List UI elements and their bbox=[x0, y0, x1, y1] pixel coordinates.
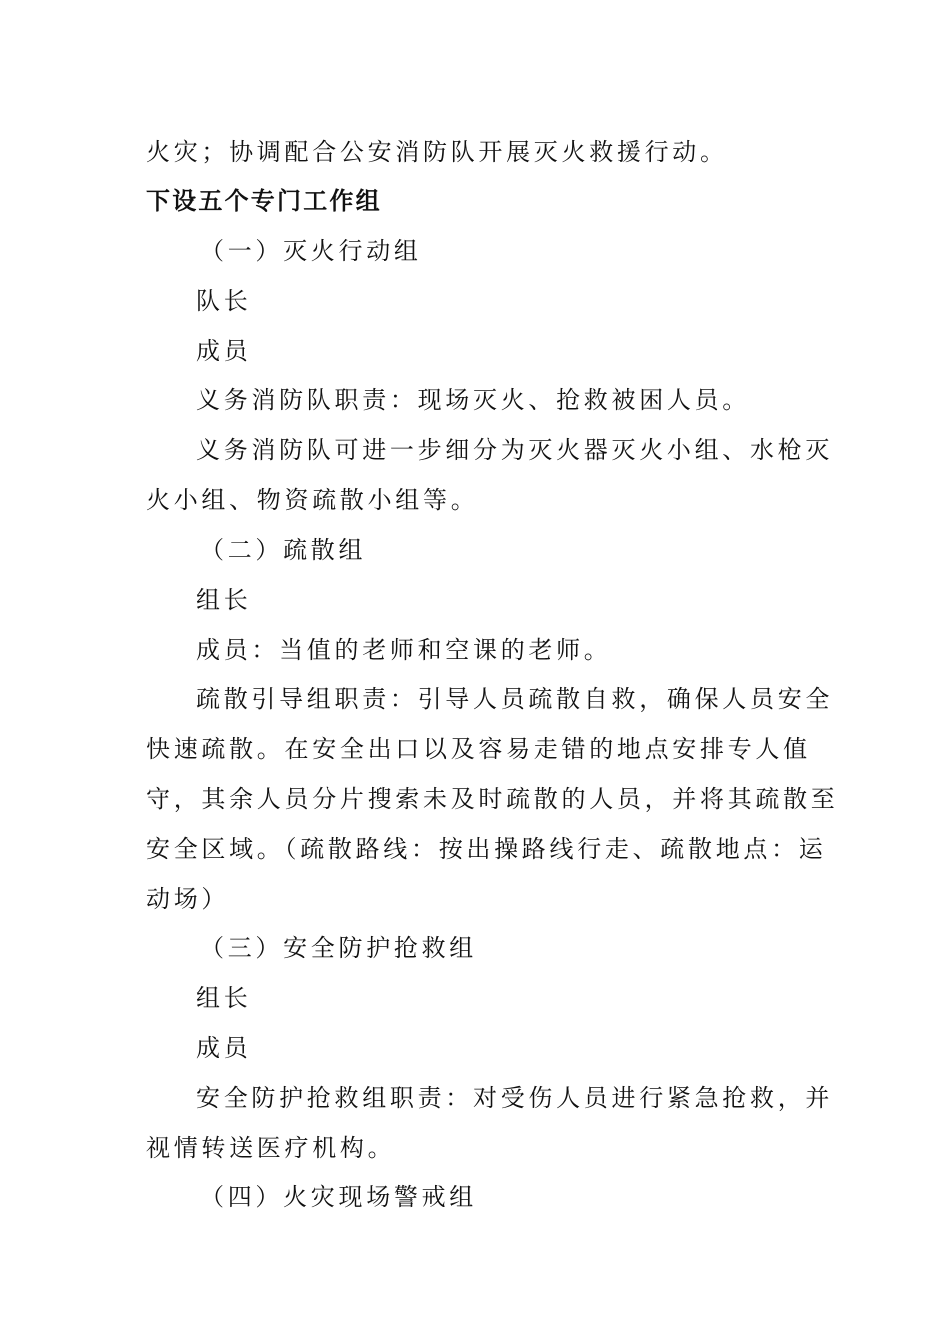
role-line: 组长 bbox=[196, 984, 252, 1012]
subsection-heading: （四）火灾现场警戒组 bbox=[200, 1183, 477, 1211]
subsection-heading: （一）灭火行动组 bbox=[200, 237, 422, 265]
paragraph-line: 义务消防队可进一步细分为灭火器灭火小组、水枪灭 bbox=[196, 436, 834, 464]
paragraph-line: 守，其余人员分片搜索未及时疏散的人员，并将其疏散至 bbox=[146, 785, 839, 813]
paragraph-line: 火小组、物资疏散小组等。 bbox=[146, 486, 479, 514]
role-line: 成员 bbox=[196, 1034, 252, 1062]
section-heading: 下设五个专门工作组 bbox=[146, 186, 382, 215]
role-line: 成员：当值的老师和空课的老师。 bbox=[196, 636, 612, 664]
paragraph-line: 安全防护抢救组职责：对受伤人员进行紧急抢救，并 bbox=[196, 1084, 834, 1112]
role-line: 组长 bbox=[196, 586, 252, 614]
role-line: 队长 bbox=[196, 287, 252, 315]
paragraph-line: 快速疏散。在安全出口以及容易走错的地点安排专人值 bbox=[146, 735, 811, 763]
subsection-heading: （二）疏散组 bbox=[200, 536, 367, 564]
subsection-heading: （三）安全防护抢救组 bbox=[200, 934, 477, 962]
role-line: 成员 bbox=[196, 337, 252, 365]
paragraph-line: 义务消防队职责：现场灭火、抢救被困人员。 bbox=[196, 386, 750, 414]
paragraph-line: 疏散引导组职责：引导人员疏散自救，确保人员安全 bbox=[196, 685, 834, 713]
paragraph-line: 动场） bbox=[146, 885, 230, 913]
paragraph-line: 安全区域。（疏散路线：按出操路线行走、疏散地点：运 bbox=[146, 835, 827, 863]
paragraph-line: 视情转送医疗机构。 bbox=[146, 1134, 396, 1162]
paragraph-line: 火灾；协调配合公安消防队开展灭火救援行动。 bbox=[146, 138, 728, 166]
